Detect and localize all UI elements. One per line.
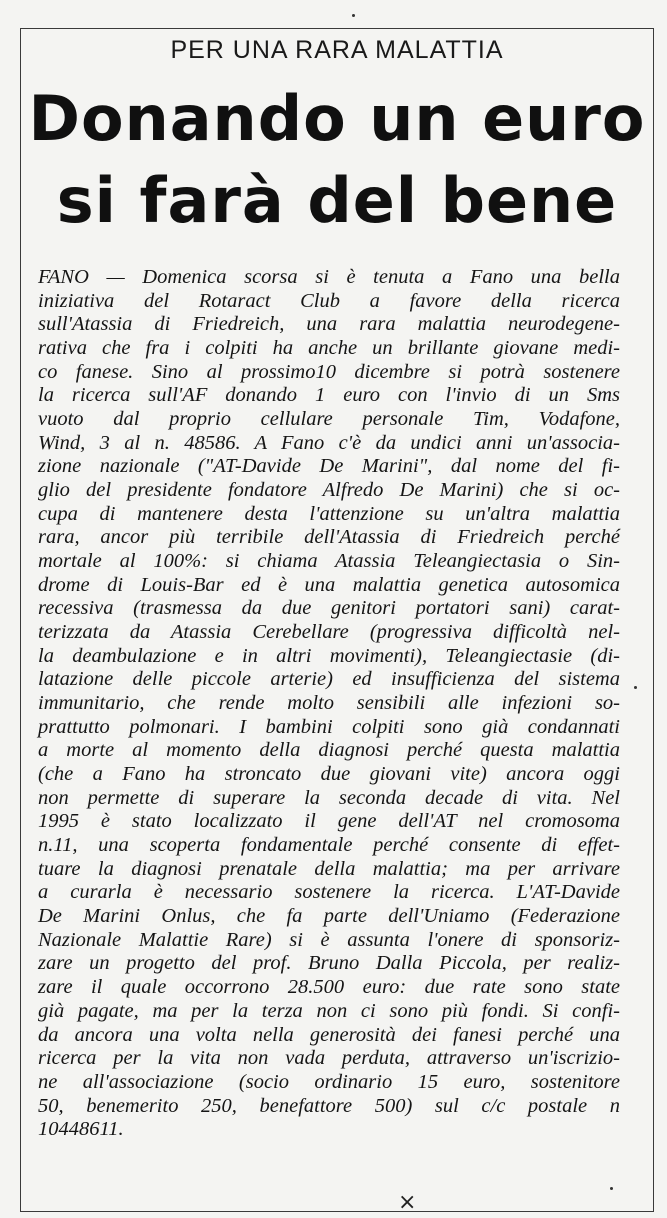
article-body-line: ne all'associazione (socio ordinario 15 euro, sostenitore	[38, 1070, 620, 1093]
article-body-line: la ricerca sull'AF donando 1 euro con l'invio di un Sms	[38, 384, 620, 407]
article-body-line: terizzata da Atassia Cerebellare (progressiva difficoltà nel-	[38, 621, 620, 644]
article-body-line: a morte al momento della diagnosi perché questa malattia	[38, 739, 620, 762]
headline-line: si farà del bene	[56, 164, 618, 237]
article-body-line: Wind, 3 al n. 48586. A Fano c'è da undici anni un'associa-	[38, 431, 620, 454]
article-body-line: De Marini Onlus, che fa parte dell'Uniamo (Federazione	[38, 905, 620, 928]
article-body-line: rativa che fra i colpiti ha anche un brillante giovane medi-	[38, 337, 620, 360]
article-body-line: recessiva (trasmessa da due genitori portatori sani) carat-	[38, 597, 620, 620]
article-body-line: Nazionale Malattie Rare) si è assunta l'onere di sponsoriz-	[38, 928, 620, 951]
article-body-line: la deambulazione e in altri movimenti), Teleangiectasie (di-	[38, 644, 620, 667]
article-body-line: vuoto dal proprio cellulare personale Tim, Vodafone,	[38, 408, 620, 431]
article-body-line: n.11, una scoperta fondamentale perché consente di effet-	[38, 834, 620, 857]
article-headline	[20, 78, 654, 242]
article-body-line: prattutto polmonari. I bambini colpiti sono già condannati	[38, 715, 620, 738]
article-body-line: rara, ancor più terribile dell'Atassia di Friedreich perché	[38, 526, 620, 549]
article-body-line: 50, benemerito 250, benefattore 500) sul c/c postale n	[38, 1094, 620, 1117]
article-body-line: ricerca per la vita non vada perduta, attraverso un'iscrizio-	[38, 1047, 620, 1070]
article-body-line: co fanese. Sino al prossimo10 dicembre si potrà sostenere	[38, 360, 620, 383]
end-mark: ×	[398, 1190, 417, 1215]
article-body-line: immunitario, che rende molto sensibili alle infezioni so-	[38, 692, 620, 715]
print-speck	[634, 686, 637, 689]
print-speck	[352, 14, 355, 17]
article-body-line: latazione delle piccole arterie) ed insufficienza del sistema	[38, 668, 620, 691]
article-body-line: FANO — Domenica scorsa si è tenuta a Fano una bella	[38, 266, 620, 288]
headline-line: Donando un euro	[28, 82, 646, 155]
article-body-line: glio del presidente fondatore Alfredo De Marini) che si oc-	[38, 479, 620, 502]
article-body-line: cupa di mantenere desta l'attenzione su un'altra malattia	[38, 502, 620, 525]
article-body-line: 1995 è stato localizzato il gene dell'AT nel cromosoma	[38, 810, 620, 833]
article-body	[38, 266, 620, 1142]
article-body-line: mortale al 100%: si chiama Atassia Teleangiectasia o Sin-	[38, 550, 620, 573]
article-body-line: già pagate, ma per la terza non ci sono più fondi. Si confi-	[38, 999, 620, 1022]
article-body-line: iniziativa del Rotaract Club a favore della ricerca	[38, 289, 620, 312]
article-body-line: a curarla è necessario sostenere la ricerca. L'AT-Davide	[38, 881, 620, 904]
article-body-line: (che a Fano ha stroncato due giovani vite) ancora oggi	[38, 763, 620, 786]
article-body-line: tuare la diagnosi prenatale della malattia; ma per arrivare	[38, 857, 620, 880]
article-body-line: zare il quale occorrono 28.500 euro: due rate sono state	[38, 976, 620, 999]
article-kicker: PER UNA RARA MALATTIA	[170, 36, 504, 64]
print-speck	[610, 1187, 613, 1190]
article-body-line: sull'Atassia di Friedreich, una rara malattia neurodegene-	[38, 313, 620, 336]
article-body-line: zione nazionale ("AT-Davide De Marini", dal nome del fi-	[38, 455, 620, 478]
article-body-line: da ancora una volta nella generosità dei fanesi perché una	[38, 1023, 620, 1046]
article-body-line: 10448611.	[38, 1118, 124, 1141]
article-body-line: non permette di superare la seconda decade di vita. Nel	[38, 786, 620, 809]
article-body-line: drome di Louis-Bar ed è una malattia genetica autosomica	[38, 573, 620, 596]
article-body-line: zare un progetto del prof. Bruno Dalla Piccola, per realiz-	[38, 952, 620, 975]
